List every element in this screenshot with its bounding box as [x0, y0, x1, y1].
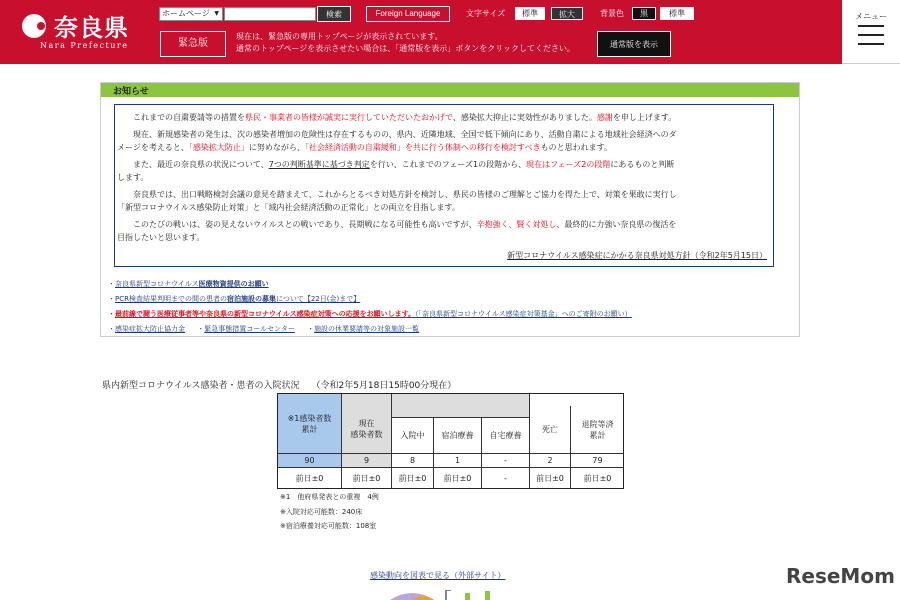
diff-discharged: 前日±0	[583, 473, 612, 483]
judgement-criteria-link[interactable]: 7つの判断基準に基づき判定	[268, 160, 370, 169]
site-logo[interactable]	[20, 8, 150, 56]
nara-logo-icon	[20, 12, 50, 40]
search-input[interactable]	[224, 7, 316, 21]
table-title: 県内新型コロナウイルス感染者・患者の入院状況 （令和2年5月18日15時00分現在）	[102, 381, 457, 391]
notice-section	[100, 82, 800, 337]
logo-subtitle: Nara Prefecture	[40, 41, 129, 50]
value-total: 90	[278, 454, 342, 468]
value-current: 9	[342, 454, 392, 468]
value-home: -	[482, 454, 530, 468]
emergency-notice-text: 現在は、緊急版の専用トップページが表示されています。 通常のトップページを表示させたい場合は、「通常版を表示」ボタンをクリックしてください。	[236, 32, 575, 53]
table-note-duplicates: ※1 他府県発表との重複 4例	[280, 493, 379, 501]
closure-facilities-link[interactable]: 施設の休業要請等の対象施設一覧	[314, 325, 420, 333]
notice-link-medical-supplies[interactable]: ・奈良県新型コロナウイルス医療物資提供のお願い	[108, 280, 269, 288]
header-current-cases: 現在 感染者数	[342, 394, 392, 454]
value-deaths: 2	[530, 454, 571, 468]
diff-lodging: 前日±0	[434, 468, 482, 488]
emergency-version-button[interactable]: 緊急版	[160, 31, 226, 57]
diff-hospitalized: 前日±0	[392, 468, 434, 488]
hamburger-icon	[858, 25, 884, 45]
notice-heading: お知らせ	[113, 87, 149, 97]
notice-link-lodging[interactable]: ・PCR検査結果判明までの間の患者の宿泊施設の募集について【22日(金)まで】	[108, 295, 361, 303]
notice-link-donation[interactable]: ・最前線で闘う医療従事者等や奈良県の新型コロナウイルス感染症対策への応援をお願いします。（「奈良県新型コロナウイルス感染症対策基金」へのご寄附のお願い）	[108, 310, 632, 318]
notice-paragraph-2: 現在、新規感染者の発生は、次の感染者増加の危険性は存在するものの、県内、近隣地域、全国で低下傾向にあり、活動自粛による地域社会経済へのダ メージを考えると、「感染拡大防止」に努めながら、「社会経済活動の自粛緩和」を共に行う体制への移行を検討すべきものと思われます。	[117, 130, 677, 152]
policy-document-link[interactable]: 新型コロナウイルス感染症にかかる奈良県対処方針（令和2年5月15日）	[507, 251, 767, 260]
call-center-link[interactable]: 緊急事態措置コールセンター	[204, 325, 295, 333]
header-lodging: 宿泊療養	[434, 418, 482, 454]
table-note-beds: ※入院対応可能数：240床	[280, 508, 363, 516]
font-size-standard-button[interactable]: 標準	[515, 7, 545, 20]
notice-paragraph-3: また、最近の奈良県の状況について、7つの判断基準に基づき判定を行い、これまでのフェーズ1の段階から、現在はフェーズ2の段階にあるものと判断 します。	[117, 160, 675, 182]
infection-status-table	[277, 393, 624, 489]
normal-version-button[interactable]: 通常版を表示	[597, 31, 671, 57]
chevron-down-icon: ▼	[214, 10, 219, 17]
value-discharged: 79	[571, 454, 624, 468]
notice-message-box	[114, 104, 774, 267]
site-scope-select[interactable]: ホームページ ▼	[159, 7, 223, 21]
pie-chart-icon	[390, 592, 434, 600]
external-chart-link[interactable]: 感染動向を図表で見る（外部サイト）	[370, 571, 506, 580]
header-discharged: 退院等済 累計	[571, 406, 624, 454]
diff-home: -	[482, 468, 530, 488]
bg-black-button[interactable]: 黒	[632, 7, 656, 20]
resemom-watermark: ReseMom	[786, 564, 895, 588]
site-header	[0, 0, 900, 64]
search-button[interactable]: 検索	[317, 6, 351, 22]
bg-standard-button[interactable]: 標準	[660, 7, 694, 20]
header-total-cases: ※1感染者数 累計	[278, 394, 342, 454]
header-group-blank	[392, 394, 530, 418]
foreign-language-button[interactable]: Foreign Language	[366, 6, 450, 22]
notice-header	[101, 83, 799, 97]
diff-total: 前日±0	[278, 468, 342, 488]
menu-button[interactable]	[842, 0, 900, 64]
header-home: 自宅療養	[482, 418, 530, 454]
font-size-large-button[interactable]: 拡大	[551, 7, 583, 20]
value-hospitalized: 8	[392, 454, 434, 468]
menu-label: メニュー	[855, 12, 887, 21]
header-deaths: 死亡	[530, 406, 571, 454]
notice-paragraph-5: このたびの戦いは、姿の見えないウイルスとの戦いであり、長期戦になる可能性も高いですが、辛抱強く、賢く対処し、最終的に力強い奈良県の復活を 目指したいと思います。	[117, 220, 677, 242]
table-note-rooms: ※宿泊療養対応可能数：108室	[280, 522, 377, 530]
logo-title: 奈良県	[54, 13, 129, 42]
font-size-label: 文字サイズ	[466, 9, 506, 18]
notice-link-row: ・感染症拡大防止協力金 ・緊急事態措置コールセンター ・施設の休業要請等の対象施設一覧	[108, 325, 420, 333]
bar-chart-icon	[445, 588, 505, 600]
header-hospitalized: 入院中	[392, 418, 434, 454]
diff-current: 前日±0	[342, 468, 392, 488]
bg-color-label: 背景色	[600, 9, 624, 18]
notice-paragraph-1: これまでの自粛要請等の措置を県民・事業者の皆様が誠実に実行していただいたおかげで、感染拡大抑止に実効性がありました。感謝を申し上げます。	[133, 113, 677, 122]
cooperation-fund-link[interactable]: 感染症拡大防止協力金	[115, 325, 185, 333]
diff-deaths: 前日±0	[530, 468, 571, 488]
notice-paragraph-4: 奈良県では、出口戦略検討会議の意見を踏まえて、これからとるべき対処方針を検討し、県民の皆様のご理解とご協力を得た上で、対策を果敢に実行し 「新型コロナウイルス感染防止対策」と「域内社会経済活動の正常化」との両立を目指します。	[117, 190, 677, 212]
value-lodging: 1	[434, 454, 482, 468]
